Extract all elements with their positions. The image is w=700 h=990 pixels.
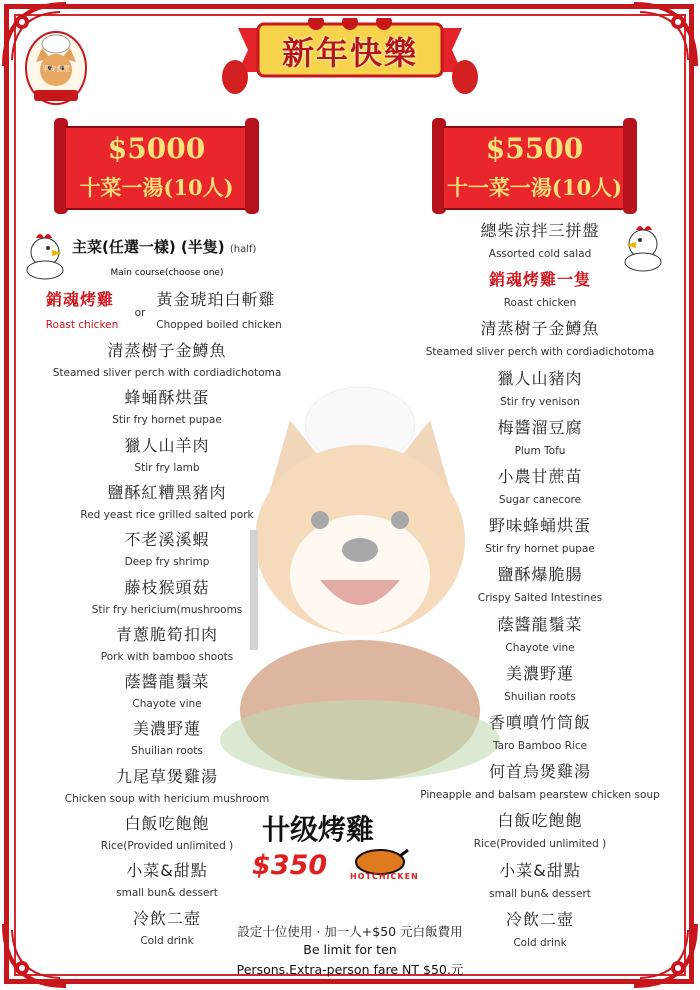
lantern-icon bbox=[222, 60, 248, 94]
rooster-icon bbox=[620, 222, 666, 272]
or-text: or bbox=[134, 307, 146, 319]
right-subtitle: 十一菜一湯(10人) bbox=[446, 175, 623, 200]
menu-item-en: Chicken soup with hericium mushroom bbox=[64, 792, 270, 805]
menu-item-zh: 清蒸樹子金鱒魚 bbox=[107, 341, 227, 360]
menu-item-en: Rice(Provided unlimited ) bbox=[473, 838, 607, 851]
promo-price: $350 bbox=[252, 850, 328, 881]
menu-item-zh: 總柴涼拌三拼盤 bbox=[480, 221, 600, 240]
footer-note-en-1: Be limit for ten bbox=[303, 942, 397, 957]
menu-item-zh: 小菜&甜點 bbox=[499, 860, 581, 880]
menu-item-en: Deep fry shrimp bbox=[124, 556, 210, 569]
choice-b-zh: 黃金琥珀白斬雞 bbox=[156, 290, 276, 309]
right-price: $5500 bbox=[485, 132, 584, 165]
menu-item-zh: 獵人山羊肉 bbox=[124, 435, 210, 455]
menu-item-zh: 香噴噴竹筒飯 bbox=[488, 713, 592, 732]
menu-item-en: small bun& dessert bbox=[489, 887, 591, 900]
menu-item-en: Cold drink bbox=[140, 934, 194, 947]
menu-item-en: Shuilian roots bbox=[504, 690, 576, 703]
menu-item-zh: 銷魂烤雞一隻 bbox=[488, 270, 592, 290]
menu-item-zh: 小菜&甜點 bbox=[126, 861, 208, 881]
menu-item-zh: 藤枝猴頭菇 bbox=[124, 577, 210, 597]
menu-item-en: small bun& dessert bbox=[116, 887, 218, 900]
menu-item-zh: 白飯吃飽飽 bbox=[497, 811, 583, 831]
menu-item-en: Chayote vine bbox=[132, 698, 202, 711]
menu-item-en: Cold drink bbox=[513, 936, 567, 949]
logo-text: 平安食堂 bbox=[42, 65, 70, 73]
menu-item-zh: 鹽酥紅糟黑豬肉 bbox=[107, 482, 227, 502]
menu-item-zh: 青蔥脆筍扣肉 bbox=[115, 624, 219, 644]
menu-item-en: Stir fry lamb bbox=[134, 461, 200, 474]
main-course-heading bbox=[72, 236, 256, 257]
menu-item-zh: 不老溪溪蝦 bbox=[124, 530, 210, 550]
scroll-rod bbox=[623, 118, 637, 214]
promo-title: 卄级烤雞 bbox=[262, 813, 375, 846]
menu-item-zh: 小農甘蔗苗 bbox=[497, 467, 583, 486]
banner-title: 新年快樂 bbox=[281, 34, 418, 72]
menu-item-zh: 何首烏煲雞湯 bbox=[488, 762, 592, 782]
rooster-icon bbox=[22, 230, 68, 280]
menu-item-zh: 蜂蛹酥烘蛋 bbox=[124, 388, 210, 408]
menu-item-zh: 蔭醬龍鬚菜 bbox=[124, 672, 210, 692]
right-price-scroll bbox=[432, 118, 637, 214]
menu-item-en: Stir fry hornet pupae bbox=[485, 543, 595, 556]
main-course-heading-suffix: (half) bbox=[229, 244, 257, 255]
menu-item-zh: 九尾草煲雞湯 bbox=[115, 766, 219, 786]
menu-item-en: Steamed sliver perch with cordiadichotoma bbox=[52, 367, 282, 379]
menu-item-zh: 白飯吃飽飽 bbox=[124, 814, 210, 833]
menu-item-en: Stir fry hericium(mushrooms bbox=[91, 603, 243, 616]
corner-ornament-bottom-left bbox=[0, 920, 70, 990]
roast-chicken-promo bbox=[252, 806, 420, 898]
main-course-en: Main course(choose one) bbox=[110, 268, 224, 278]
menu-item-zh: 美濃野蓮 bbox=[505, 663, 575, 683]
menu-item-en: Pork with bamboo shoots bbox=[100, 650, 234, 663]
left-price-scroll bbox=[54, 118, 259, 214]
dog-chef-illustration bbox=[210, 380, 510, 800]
lantern-icon bbox=[452, 60, 478, 94]
menu-item-zh: 蔭醬龍鬚菜 bbox=[497, 614, 583, 634]
menu-item-en: Chayote vine bbox=[505, 641, 575, 654]
menu-item-en: Stir fry hornet pupae bbox=[112, 414, 222, 427]
footer-note-en-2: Persons.Extra-person fare NT $50.元 bbox=[236, 962, 464, 977]
menu-item-en: Steamed sliver perch with cordiadichotoma bbox=[425, 346, 655, 359]
menu-item-en: Shuilian roots bbox=[131, 745, 203, 758]
menu-item-zh: 野味蜂蛹烘蛋 bbox=[488, 516, 592, 536]
footer-note-zh: 設定十位使用 · 加一人+$50 元白飯費用 bbox=[237, 924, 463, 939]
menu-item-zh: 冷飲二壺 bbox=[505, 909, 575, 929]
choice-a-zh: 銷魂烤雞 bbox=[45, 290, 115, 309]
menu-item-zh: 獵人山豬肉 bbox=[497, 368, 583, 388]
menu-item-zh: 美濃野蓮 bbox=[132, 719, 202, 739]
left-price: $5000 bbox=[107, 132, 206, 165]
menu-item-en: Rice(Provided unlimited ) bbox=[100, 840, 234, 852]
menu-item-en: Sugar canecore bbox=[498, 494, 582, 506]
menu-item-en: Red yeast rice grilled salted pork bbox=[80, 508, 254, 521]
menu-item-en: Roast chicken bbox=[503, 297, 577, 310]
menu-item-zh: 冷飲二壺 bbox=[132, 908, 202, 928]
menu-item-zh: 梅醬溜豆腐 bbox=[497, 417, 583, 437]
menu-item-en: Taro Bamboo Rice bbox=[492, 740, 588, 752]
choice-b-en: Chopped boiled chicken bbox=[156, 319, 282, 331]
menu-item-en: Pineapple and balsam pearstew chicken soup bbox=[420, 789, 660, 802]
menu-item-en: Stir fry venison bbox=[500, 395, 580, 408]
main-course-heading-text: 主菜(任選一樣) (半隻) bbox=[72, 238, 225, 256]
corner-ornament-top-right bbox=[630, 0, 700, 70]
scroll-rod bbox=[245, 118, 259, 214]
menu-item-zh: 鹽酥爆脆腸 bbox=[497, 565, 583, 585]
promo-brand: HOTCHICKEN bbox=[350, 872, 419, 881]
left-subtitle: 十菜一湯(10人) bbox=[79, 175, 234, 200]
menu-item-en: Assorted cold salad bbox=[488, 248, 592, 260]
menu-item-zh: 清蒸樹子金鱒魚 bbox=[480, 319, 600, 339]
choice-a-en: Roast chicken bbox=[45, 319, 119, 331]
menu-item-en: Crispy Salted Intestines bbox=[477, 592, 603, 605]
menu-item-en: Plum Tofu bbox=[514, 444, 566, 457]
corner-ornament-bottom-right bbox=[630, 920, 700, 990]
